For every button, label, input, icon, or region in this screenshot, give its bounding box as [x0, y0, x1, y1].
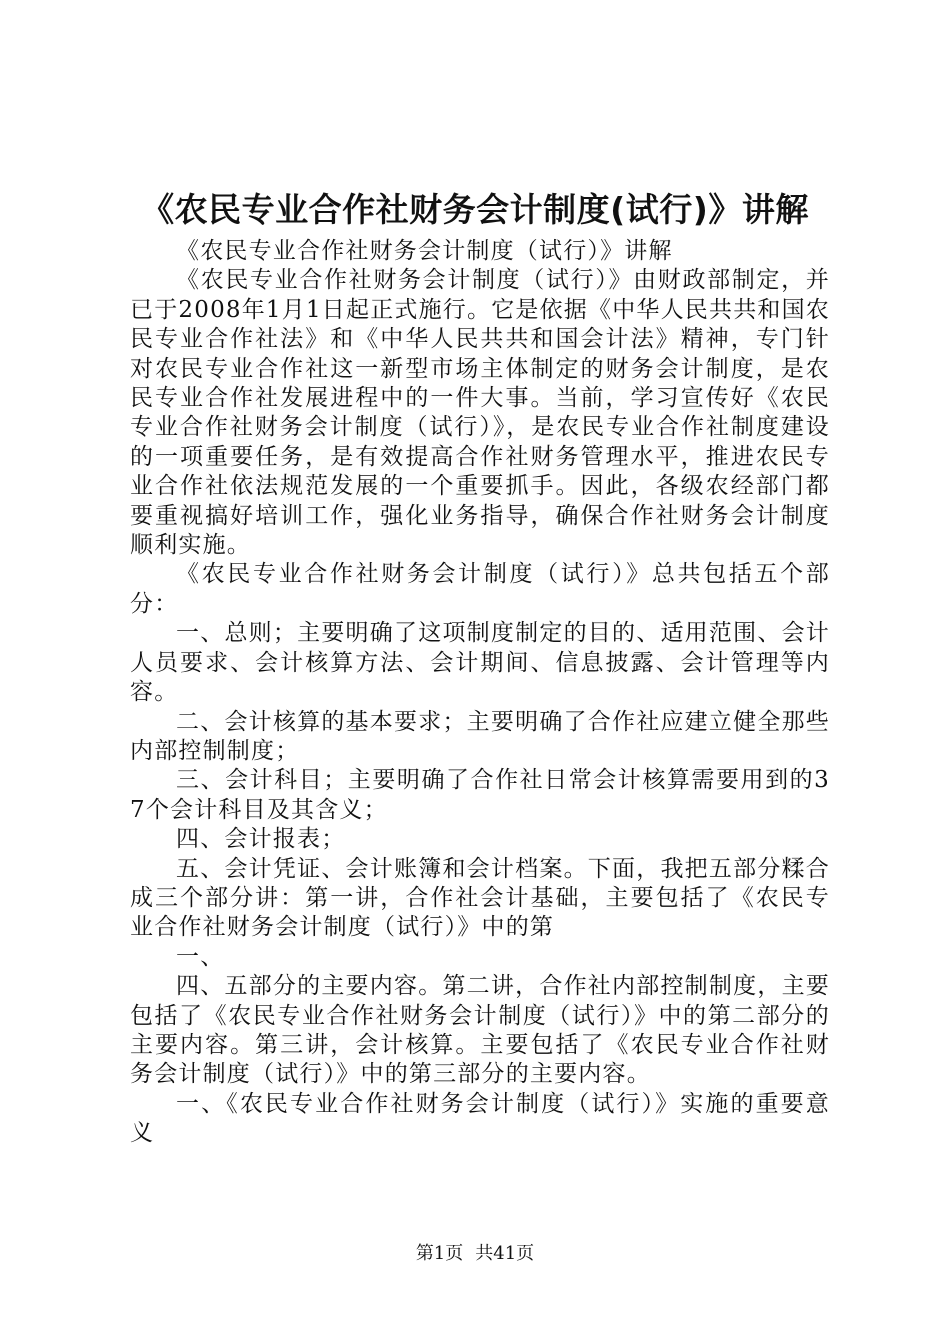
document-body — [130, 237, 830, 1149]
paragraph-parts-overview: 《农民专业合作社财务会计制度（试行）》总共包括五个部分： — [130, 561, 830, 617]
paragraph-part-1: 一、总则；主要明确了这项制度制定的目的、适用范围、会计人员要求、会计核算方法、会计期间、信息披露、会计管理等内容。 — [130, 620, 830, 706]
paragraph-section-heading: 一、《农民专业合作社财务会计制度（试行）》实施的重要意义 — [130, 1090, 830, 1147]
page-total: 共41页 — [475, 1243, 535, 1264]
paragraph-lectures: 四、五部分的主要内容。第二讲，合作社内部控制制度，主要包括了《农民专业合作社财务会计制度（试行）》中的第二部分的主要内容。第三讲，会计核算。主要包括了《农民专业合作社财务会计制度（试行）》中的第三部分的主要内容。 — [130, 973, 830, 1088]
paragraph-subtitle: 《农民专业合作社财务会计制度（试行）》讲解 — [176, 238, 673, 264]
page-number: 第1页 — [415, 1243, 464, 1264]
paragraph-part-3: 三、会计科目；主要明确了合作社日常会计核算需要用到的37个会计科目及其含义； — [130, 767, 830, 823]
paragraph-fragment: 一、 — [176, 943, 225, 970]
document-title: 《农民专业合作社财务会计制度(试行)》讲解 — [141, 190, 809, 229]
page-footer — [0, 1242, 950, 1266]
paragraph-intro: 《农民专业合作社财务会计制度（试行）》由财政部制定，并已于2008年1月1日起正式施行。它是依据《中华人民共共和国农民专业合作社法》和《中华人民共共和国会计法》精神，专门针对农民专业合作社这一新型市场主体制定的财务会计制度，是农民专业合作社发展进程中的一件大事。当前，学习宣传好《农民专业合作社财务会计制度（试行）》，是农民专业合作社制度建设的一项重要任务，是有效提高合作社财务管理水平，推进农民专业合作社依法规范发展的一个重要抓手。因此，各级农经部门都要重视搞好培训工作，强化业务指导，确保合作社财务会计制度顺利实施。 — [130, 267, 830, 559]
paragraph-part-4: 四、会计报表； — [176, 826, 346, 853]
paragraph-part-5: 五、会计凭证、会计账簿和会计档案。下面，我把五部分糅合成三个部分讲：第一讲，合作社会计基础，主要包括了《农民专业合作社财务会计制度（试行）》中的第 — [130, 855, 830, 941]
paragraph-part-2: 二、会计核算的基本要求；主要明确了合作社应建立健全那些内部控制制度； — [130, 708, 830, 764]
